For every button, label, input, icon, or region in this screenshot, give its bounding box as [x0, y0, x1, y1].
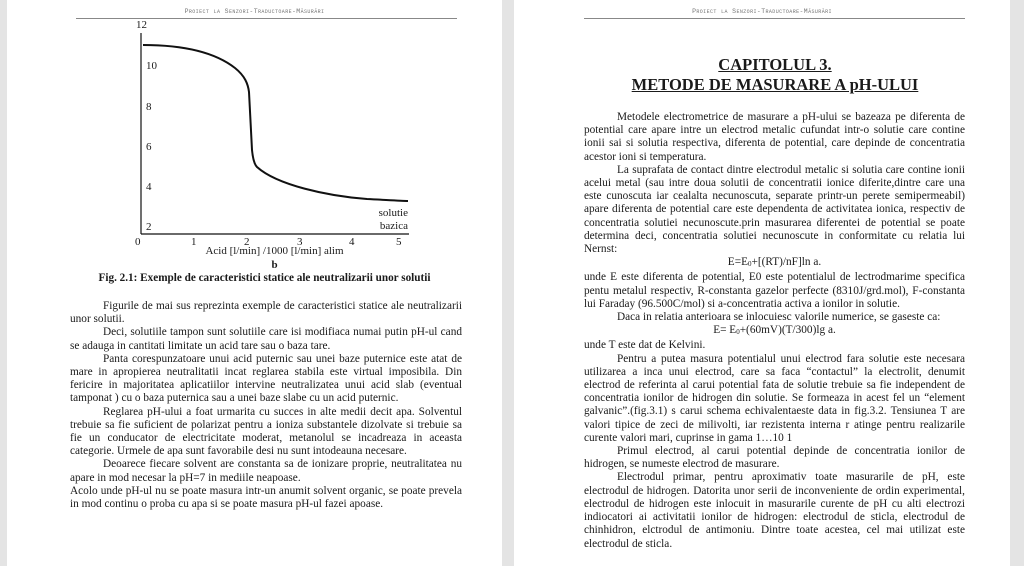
- chapter-title: METODE DE MASURARE A pH-ULUI: [631, 75, 919, 94]
- figure-caption: Fig. 2.1: Exemple de caracteristici statice ale neutralizarii unor solutii: [98, 272, 431, 284]
- paragraph: unde T este dat de Kelvini.: [584, 339, 706, 352]
- x-tick-0: 0: [135, 236, 141, 248]
- x-tick-3: 3: [297, 236, 303, 248]
- document-page-left: [7, 0, 502, 566]
- paragraph: La suprafata de contact dintre electrodul metalic si solutia care contine ionii acelui metal (sau intre doua solutii de concentratii ionice diferite,dintre care una este cunoscuta iar cealalta necunoscuta, separate printr-un perete semipermeabil) apare diferenta de potential care este dependenta de activitatea ionica, respectiv de concentratia solutiei necunoscute.prin masurarea diferentei de potential se poate determina deci, concentratia solutiei necunoscute in conformitate cu relatia lui Nernst:: [584, 163, 965, 256]
- paragraph: Deci, solutiile tampon sunt solutiile care isi modifiaca numai putin pH-ul cand se adauga in cantitati limitate un acid tare sau o baza tare.: [70, 326, 462, 352]
- body-text: [584, 111, 965, 551]
- body-text: [70, 300, 462, 511]
- header-rule: [584, 18, 965, 19]
- running-header: Proiect la Senzori-Traductoare-Măsurări: [184, 8, 325, 15]
- y-tick-4: 4: [146, 181, 152, 193]
- annotation-line: bazica: [379, 220, 408, 232]
- paragraph: Metodele electrometrice de masurare a pH-ului se bazeaza pe diferenta de potential care apare intre un electrod metalic cufundat intr-o solutie care contine ionii sai si solutia respectiva, diferenta de potential, care depinde de concentratia acestor ioni si temperatura.: [584, 111, 965, 163]
- neutralization-curve: [143, 45, 408, 201]
- paragraph: Figurile de mai sus reprezinta exemple de caracteristici statice ale neutralizarii unor solutii.: [70, 300, 462, 326]
- y-tick-2: 2: [146, 221, 152, 233]
- neutralization-chart: [7, 0, 502, 300]
- y-tick-8: 8: [146, 101, 152, 113]
- x-tick-2: 2: [244, 236, 250, 248]
- formula-subscript: 0: [736, 328, 740, 337]
- formula-part: +(60mV)(T/300)lg a.: [739, 324, 836, 337]
- y-tick-10: 10: [146, 60, 157, 72]
- numeric-equation: [584, 324, 965, 339]
- x-tick-4: 4: [349, 236, 355, 248]
- formula-part: E= E: [713, 324, 737, 337]
- formula-part: +[(RT)/nF]ln a.: [751, 256, 822, 269]
- x-tick-1: 1: [191, 236, 197, 248]
- x-axis-label: Acid [l/min] /1000 [l/min] alim: [205, 245, 344, 257]
- paragraph: Deoarece fiecare solvent are constanta sa de ionizare proprie, neutralitatea nu apare in mod necesar la pH=7 in mediile neapoase.: [70, 458, 462, 484]
- paragraph: Daca in relatia anterioara se inlocuiesc valorile numerice, se gaseste ca:: [617, 311, 941, 324]
- x-tick-5: 5: [396, 236, 402, 248]
- formula-subscript: 0: [747, 260, 752, 269]
- chapter-number: CAPITOLUL 3.: [718, 55, 832, 74]
- figure-sublabel: b: [271, 259, 278, 271]
- chapter-heading: [514, 55, 1010, 95]
- paragraph: Panta corespunzatoare unui acid puternic sau unei baze puternice este atat de mare in apropierea neutralitatii incat reglarea stabila este virtual imposibila. Din fericire in majoritatea aplicatiilor intervine neutralizatea unui acid slab (eventual tamponat ) cu o baza puternica sau a unei baze slabe cu un acid puternic.: [70, 352, 462, 405]
- paragraph: unde E este diferenta de potential, E0 este potentialul de lectrodmarime specifica pentu metalul respectiv, R-constanta gazelor perfecte (8310J/grd.mol), F-constanta lui Faraday (96.500C/mol) si a-concentratia activa a ionilor in solutie.: [584, 271, 965, 310]
- y-tick-6: 6: [146, 141, 152, 153]
- paragraph: Reglarea pH-ului a foat urmarita cu succes in alte medii decit apa. Solventul trebuie sa fie suficient de polarizat pentru a ioniza substantele dizolvate si trebuie sa fie un conducator de electricitate moderat, metanolul se incadreaza in aceasta categorie. Urmele de apa sunt favorabile desi nu sunt intodeauna necesare.: [70, 405, 462, 458]
- paragraph: Primul electrod, al carui potential depinde de concentratia ionilor de hidrogen, se numeste electrod de masurare.: [584, 445, 965, 471]
- paragraph: Pentru a putea masura potentialul unui electrod fara solutie este necesara utilizarea a inca unui electrod, care sa faca “contactul” la electrolit, denumit electrod de referinta al carui potential fata de solutie trebuie sa fie independent de concentratia ionilor de hidrogen din solutie. Se formeaza in acest fel un “element galvanic”.(fig.3.1) s carui schema echivalentaeste data in fig.3.2. Tensiunea T are valori tipice de zeci de milivolti, iar rezistenta interna r atinge pentru realizarile curente valori mari, cuprinse in gama 1…10 1: [584, 352, 965, 444]
- annotation-solutie-bazica: [362, 207, 408, 233]
- y-tick-12: 12: [136, 19, 147, 31]
- annotation-line: solutie: [378, 207, 408, 219]
- nernst-equation: [584, 256, 965, 271]
- formula-part: E=E: [727, 256, 748, 269]
- running-header: Proiect la Senzori-Traductoare-Măsurări: [692, 8, 832, 15]
- paragraph: Electrodul primar, pentru aproximativ toate masurarile de pH, este electrodul de hidrogen. Datorita unor serii de inconveniente de ordin experimental, electrodul de hidrogen este inlocuit in masurarile curente de pH cu alti electrozi indiocatori ai activitatii ionilor de hidrogen: electrodul de sticla, electrodul de chinhidron, elctrodul de antimoniu. Dintre toate acestea, cel mai utilizat este electrodul de sticla.: [584, 471, 965, 550]
- paragraph: Acolo unde pH-ul nu se poate masura intr-un anumit solvent organic, se poate prevela in mod continu o proba cu apa si se poate masura pH-ul fazei apoase.: [70, 484, 462, 511]
- document-page-right: [514, 0, 1010, 566]
